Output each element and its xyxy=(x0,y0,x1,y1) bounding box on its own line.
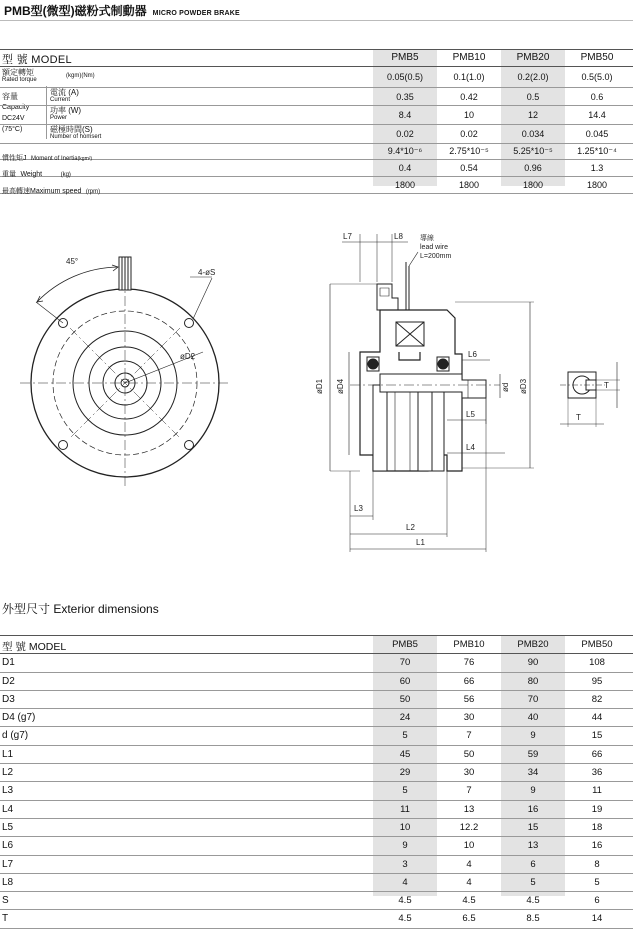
dimension-value: 3 xyxy=(402,858,408,870)
spec-value: 1800 xyxy=(586,180,608,190)
dimension-name: D2 xyxy=(2,675,15,687)
dimension-value: 4.5 xyxy=(526,895,540,907)
spec-value: 1.25*10⁻⁴ xyxy=(577,146,617,156)
dimension-value: 30 xyxy=(463,712,475,724)
dimension-name: L7 xyxy=(2,858,14,870)
model-header: PMB5 xyxy=(392,639,418,650)
dimension-row xyxy=(0,910,633,928)
spec-row-power xyxy=(0,106,633,125)
spec-value: 2.75*10⁻⁵ xyxy=(449,146,489,156)
row-label: 功率 (W) Power xyxy=(50,106,82,121)
dimension-value: 18 xyxy=(591,821,603,833)
spec-value: 0.2(2.0) xyxy=(517,72,549,82)
dimension-value: 4 xyxy=(466,858,472,870)
row-label: 慣性矩J Moment of Inertia(kgm²) xyxy=(2,155,93,162)
spec-value: 0.034 xyxy=(521,129,545,139)
model-header: PMB20 xyxy=(516,52,550,63)
dimension-value: 4 xyxy=(402,876,408,888)
dim-l5: L5 xyxy=(466,410,475,419)
dimension-row xyxy=(0,874,633,892)
dim-t-bottom: T xyxy=(576,413,581,422)
dimension-value: 6 xyxy=(530,858,536,870)
dimension-value: 4 xyxy=(466,876,472,888)
row-label: 磁極時間(S) Number of homsert xyxy=(50,125,102,140)
dimension-value: 108 xyxy=(589,657,605,669)
exterior-title: 外型尺寸 Exterior dimensions xyxy=(2,602,159,616)
header-divider xyxy=(0,20,633,21)
dim-t-right: T xyxy=(604,381,609,390)
spec-header-row xyxy=(0,49,633,67)
spec-value: 5.25*10⁻⁵ xyxy=(513,146,553,156)
dimension-row xyxy=(0,727,633,745)
spec-row-speed xyxy=(0,177,633,194)
dim-l3: L3 xyxy=(354,504,363,513)
dimension-value: 4.5 xyxy=(398,913,412,925)
model-label: 型 號 MODEL xyxy=(2,54,72,66)
dimension-value: 90 xyxy=(527,657,539,669)
spec-value: 0.1(1.0) xyxy=(453,72,485,82)
dimension-value: 5 xyxy=(530,876,536,888)
dimension-row xyxy=(0,654,633,672)
spec-value: 0.35 xyxy=(396,92,414,102)
dimension-name: S xyxy=(2,895,9,907)
dimension-value: 4.5 xyxy=(398,895,412,907)
row-label: 重量 Weight (kg) xyxy=(2,171,71,178)
spec-value: 10 xyxy=(463,110,474,120)
dimension-value: 82 xyxy=(591,693,603,705)
dimension-value: 5 xyxy=(402,785,408,797)
mounting-hole xyxy=(185,441,194,450)
dim-d1: øD1 xyxy=(315,378,324,394)
dimension-value: 16 xyxy=(591,840,603,852)
dimension-value: 70 xyxy=(527,693,539,705)
dimension-value: 8.5 xyxy=(526,913,540,925)
dimension-value: 7 xyxy=(466,785,472,797)
dimension-row xyxy=(0,892,633,910)
spec-value: 0.02 xyxy=(396,129,414,139)
dimension-value: 70 xyxy=(399,657,411,669)
dimension-value: 13 xyxy=(527,840,539,852)
spec-value: 8.4 xyxy=(398,110,412,120)
lead-length: L=200mm xyxy=(420,253,452,260)
exterior-header-row xyxy=(0,635,633,654)
mounting-hole xyxy=(59,441,68,450)
dimension-name: D3 xyxy=(2,693,15,705)
dimension-value: 10 xyxy=(399,821,411,833)
dimension-value: 56 xyxy=(463,693,475,705)
dimension-value: 95 xyxy=(591,675,603,687)
spec-value: 1800 xyxy=(394,180,416,190)
dimension-value: 59 xyxy=(527,748,539,760)
d2-label: øD2 xyxy=(180,352,196,361)
dimension-value: 44 xyxy=(591,712,603,724)
model-header: PMB20 xyxy=(517,639,549,650)
spec-table xyxy=(0,49,633,194)
dim-l4: L4 xyxy=(466,443,475,452)
dimension-value: 10 xyxy=(463,840,475,852)
dimension-value: 7 xyxy=(466,730,472,742)
model-label: 型 號 MODEL xyxy=(2,641,67,653)
model-header: PMB10 xyxy=(453,639,485,650)
spec-value: 0.5(5.0) xyxy=(581,72,613,82)
row-label: 最高轉速Maximum speed (rpm) xyxy=(2,188,101,195)
spec-value: 14.4 xyxy=(588,110,606,120)
dim-l6: L6 xyxy=(468,350,477,359)
spec-value: 0.96 xyxy=(524,163,542,173)
dimension-value: 16 xyxy=(527,803,539,815)
dim-d: ød xyxy=(501,382,510,392)
shaft-key-detail xyxy=(560,362,620,427)
title-text: PMB型(微型)磁粉式制動器 xyxy=(4,4,147,18)
dimension-row xyxy=(0,746,633,764)
dimension-value: 50 xyxy=(463,748,475,760)
dimension-value: 34 xyxy=(527,767,539,779)
dimension-row xyxy=(0,691,633,709)
dimension-name: L6 xyxy=(2,840,14,852)
dimension-value: 40 xyxy=(527,712,539,724)
spec-row-weight xyxy=(0,160,633,177)
capacity-group-label: 容量 Capacity DC24V (75°C) xyxy=(2,92,30,133)
dimension-name: d (g7) xyxy=(2,730,29,742)
model-header: PMB10 xyxy=(452,52,486,63)
spec-value: 0.42 xyxy=(460,92,478,102)
spec-row-current xyxy=(0,88,633,106)
dimension-name: L4 xyxy=(2,803,14,815)
dimension-row xyxy=(0,709,633,727)
model-header: PMB5 xyxy=(391,52,419,63)
dimension-value: 6.5 xyxy=(462,913,476,925)
dimension-value: 80 xyxy=(527,675,539,687)
spec-value: 0.6 xyxy=(590,92,604,102)
dimension-value: 9 xyxy=(530,785,536,797)
spec-value: 1800 xyxy=(522,180,544,190)
dimension-row xyxy=(0,856,633,874)
dimension-value: 13 xyxy=(463,803,475,815)
brake-technical-drawing xyxy=(0,222,633,567)
dimension-row xyxy=(0,819,633,837)
dimension-name: D4 (g7) xyxy=(2,712,36,724)
dimension-name: L1 xyxy=(2,748,14,760)
dimension-value: 9 xyxy=(402,840,408,852)
spec-value: 1800 xyxy=(458,180,480,190)
row-unit: (kgm)(Nm) xyxy=(66,73,95,79)
dimension-value: 24 xyxy=(399,712,411,724)
dim-l8: L8 xyxy=(394,232,403,241)
spec-value: 12 xyxy=(527,110,538,120)
spec-row-inertia xyxy=(0,144,633,160)
spec-value: 1.3 xyxy=(590,163,604,173)
spec-value: 0.05(0.5) xyxy=(386,72,424,82)
lead-wire-zh: 導線 xyxy=(420,235,434,242)
exterior-table xyxy=(0,635,633,929)
front-view xyxy=(20,257,230,488)
dimension-value: 6 xyxy=(594,895,600,907)
dimension-value: 8 xyxy=(594,858,600,870)
dimension-value: 45 xyxy=(399,748,411,760)
row-label: 電流 (A) Current xyxy=(50,88,79,103)
dim-l2: L2 xyxy=(406,523,415,532)
spec-value: 0.02 xyxy=(460,129,478,139)
dimension-value: 50 xyxy=(399,693,411,705)
dimension-row xyxy=(0,801,633,819)
dimension-value: 15 xyxy=(591,730,603,742)
dimension-value: 11 xyxy=(400,803,410,815)
mounting-hole xyxy=(185,319,194,328)
model-header: PMB50 xyxy=(580,52,614,63)
subtitle-text: MICRO POWDER BRAKE xyxy=(152,10,240,17)
dimension-value: 19 xyxy=(591,803,603,815)
side-section-view xyxy=(315,232,534,552)
dimension-name: L5 xyxy=(2,821,14,833)
dimension-value: 76 xyxy=(463,657,475,669)
model-header: PMB50 xyxy=(581,639,613,650)
dim-l1: L1 xyxy=(416,538,425,547)
dimension-row xyxy=(0,837,633,855)
dimension-name: L2 xyxy=(2,767,14,779)
dimension-row xyxy=(0,673,633,691)
dimension-value: 30 xyxy=(463,767,475,779)
dimension-value: 66 xyxy=(591,748,603,760)
spec-value: 0.5 xyxy=(526,92,540,102)
dimension-value: 15 xyxy=(527,821,539,833)
dimension-value: 14 xyxy=(591,913,603,925)
page-title xyxy=(4,2,240,19)
lead-wire-en: lead wire xyxy=(420,244,449,251)
dimension-value: 5 xyxy=(402,730,408,742)
dimension-name: L8 xyxy=(2,876,14,888)
exterior-rows xyxy=(0,654,633,928)
spec-value: 0.54 xyxy=(460,163,478,173)
dimension-value: 60 xyxy=(399,675,411,687)
row-label: 額定轉矩 Rated torque xyxy=(2,68,37,83)
dimension-value: 66 xyxy=(463,675,475,687)
dimension-row xyxy=(0,782,633,800)
dimension-name: T xyxy=(2,913,9,925)
spec-value: 9.4*10⁻⁶ xyxy=(387,146,423,156)
dim-d4: øD4 xyxy=(336,378,345,394)
dimension-value: 5 xyxy=(594,876,600,888)
spec-row-torque xyxy=(0,67,633,88)
dimension-value: 11 xyxy=(592,785,602,797)
dimension-value: 36 xyxy=(591,767,603,779)
dim-d3: øD3 xyxy=(519,378,528,394)
spec-value: 0.045 xyxy=(585,129,609,139)
angle-label: 45° xyxy=(66,257,79,266)
dimension-value: 29 xyxy=(399,767,411,779)
dimension-name: L3 xyxy=(2,785,14,797)
dimension-name: D1 xyxy=(2,657,15,669)
dimension-value: 4.5 xyxy=(462,895,476,907)
spec-value: 0.4 xyxy=(398,163,412,173)
dimension-value: 9 xyxy=(530,730,536,742)
dimension-value: 12.2 xyxy=(459,821,479,833)
dim-l7: L7 xyxy=(343,232,352,241)
holes-label: 4-øS xyxy=(198,268,216,277)
dimension-row xyxy=(0,764,633,782)
spec-row-time xyxy=(0,125,633,144)
